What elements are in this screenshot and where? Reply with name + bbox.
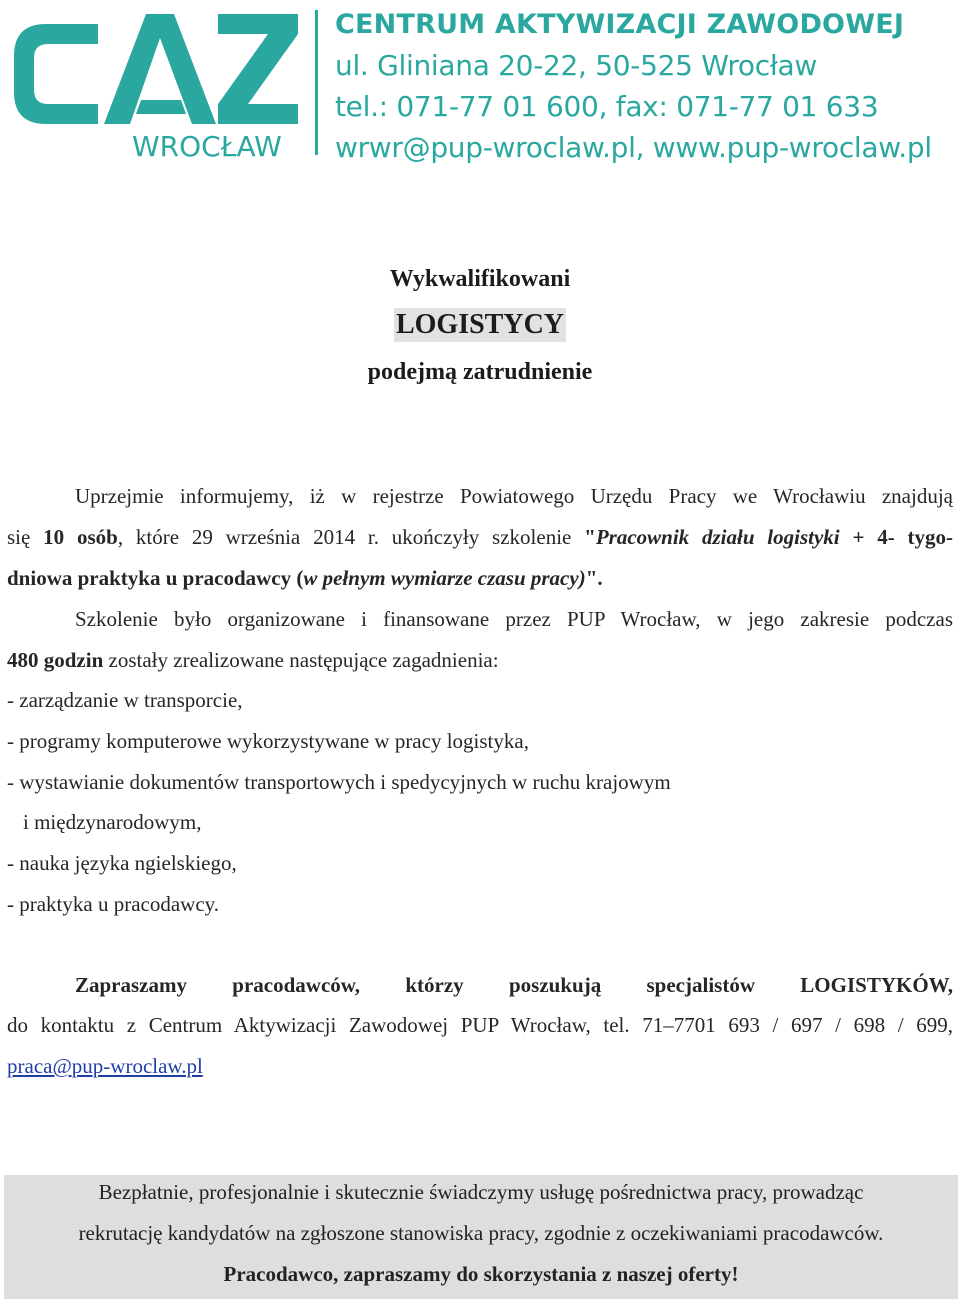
header-divider (315, 10, 318, 155)
course-suffix: + 4- tygo- (839, 525, 954, 549)
hours-count: 480 godzin (7, 648, 104, 672)
paragraph-2-line-2 (7, 646, 953, 674)
email-link[interactable]: praca@pup-wroclaw.pl (7, 1054, 203, 1078)
email-web-line: wrwr@pup-wroclaw.pl, www.pup-wroclaw.pl (335, 131, 932, 164)
footer-line-1: Bezpłatnie, profesjonalnie i skutecznie świadczymy usługę pośrednictwa pracy, prowadząc (98, 1180, 864, 1204)
footer-line-3: Pracodawco, zapraszamy do skorzystania z naszej oferty! (223, 1262, 739, 1286)
title-line-2-highlighted: LOGISTYCY (395, 309, 565, 340)
title-line-3: podejmą zatrudnienie (367, 359, 593, 385)
course-name: Pracownik działu logistyki (595, 525, 840, 549)
footer-banner (4, 1175, 958, 1299)
title-line-1: Wykwalifikowani (389, 266, 571, 292)
logo-city-text: WROCŁAW (132, 130, 282, 163)
paragraph-1-line-1: Uprzejmie informujemy, iż w rejestrze Powiatowego Urzędu Pracy we Wrocławiu znajdują (75, 484, 953, 508)
paragraph-1-line-2 (7, 523, 953, 551)
list-item: - programy komputerowe wykorzystywane w pracy logistyka, (7, 729, 529, 753)
address-line: ul. Gliniana 20-22, 50-525 Wrocław (335, 49, 817, 82)
text: się (7, 525, 44, 549)
invitation-line-1: Zapraszamy pracodawców, którzy poszukują specjalistów LOGISTYKÓW, (75, 973, 953, 997)
institution-name: CENTRUM AKTYWIZACJI ZAWODOWEJ (335, 9, 905, 40)
emphasis-count: 10 osób (43, 525, 118, 549)
list-item: - praktyka u pracodawcy. (7, 892, 220, 916)
list-item: - nauka języka ngielskiego, (7, 851, 237, 875)
text: zostały zrealizowane następujące zagadnienia: (103, 648, 499, 672)
paragraph-1-line-3 (7, 564, 953, 592)
letterhead (0, 0, 960, 170)
text: , które 29 września 2014 r. ukończyły szkolenie (117, 525, 585, 549)
invitation-line-2: do kontaktu z Centrum Aktywizacji Zawodowej PUP Wrocław, tel. 71–7701 693 / 697 / 698 / 699, (7, 1013, 953, 1037)
phone-line: tel.: 071-77 01 600, fax: 071-77 01 633 (335, 90, 879, 123)
email-line (7, 1052, 953, 1080)
quote-mark: " (584, 525, 596, 549)
caz-wroclaw-logo (6, 4, 306, 164)
paragraph-2-line-1: Szkolenie było organizowane i finansowane przez PUP Wrocław, w jego zakresie podczas (75, 607, 953, 631)
contact-block (335, 4, 960, 168)
document-title (0, 262, 960, 389)
course-suffix-cont: dniowa praktyka u pracodawcy ( (7, 566, 304, 590)
list-item: - wystawianie dokumentów transportowych i spedycyjnych w ruchu krajowym (7, 770, 671, 794)
footer-line-2: rekrutację kandydatów na zgłoszone stanowiska pracy, zgodnie z oczekiwaniami pracodawców. (78, 1221, 884, 1245)
list-item-continuation: i międzynarodowym, (23, 810, 202, 834)
quote-end: ". (585, 566, 603, 590)
course-time: w pełnym wymiarze czasu pracy) (303, 566, 586, 590)
list-item: - zarządzanie w transporcie, (7, 688, 243, 712)
